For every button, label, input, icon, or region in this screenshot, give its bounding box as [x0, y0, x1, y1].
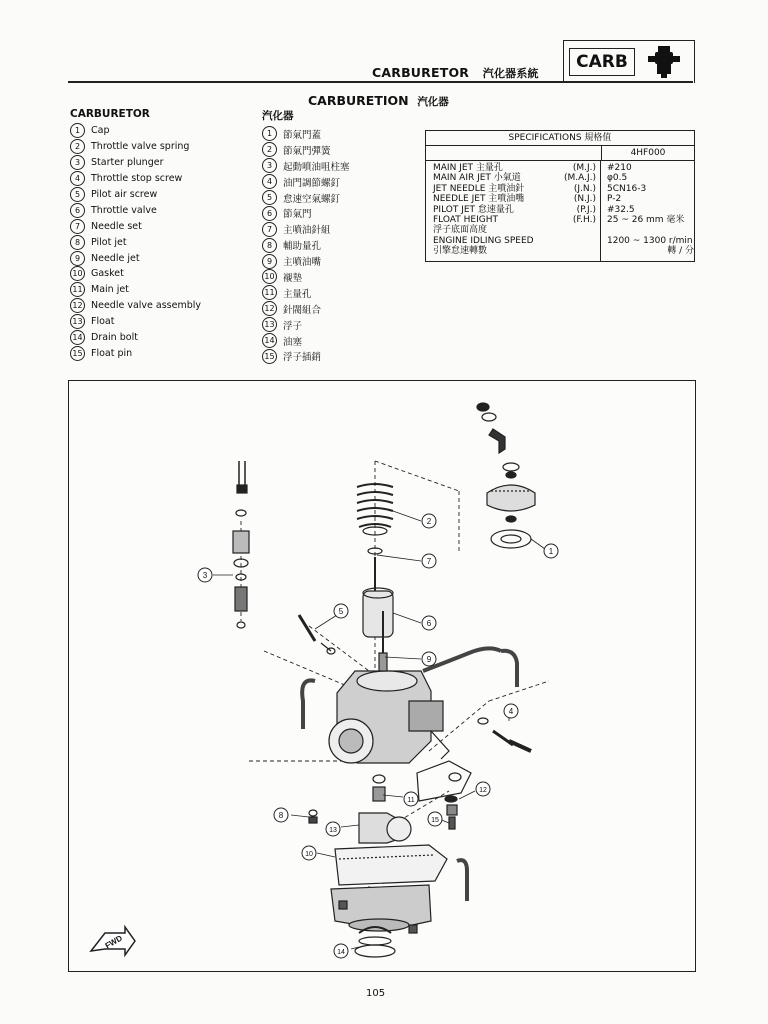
part-en-item-label: Throttle valve — [91, 204, 157, 216]
part-zh-item — [262, 205, 350, 221]
part-zh-item-number: 4 — [262, 174, 277, 189]
part-zh-item — [262, 301, 350, 317]
specifications-table — [425, 130, 695, 262]
parts-list-en-items — [70, 123, 201, 361]
parts-list-zh-items — [262, 126, 350, 364]
page-number: 105 — [366, 988, 386, 999]
specifications-model: 4HF000 — [630, 148, 666, 158]
part-en-item-label: Cap — [91, 125, 110, 137]
spec-value: φ0.5 — [607, 173, 628, 184]
part-zh-item — [262, 333, 350, 349]
part-zh-item-label: 節氣門 — [283, 209, 312, 221]
parts-list-zh — [262, 108, 350, 364]
exploded-diagram-drawing — [69, 381, 695, 971]
callout-number: 3 — [202, 571, 208, 580]
spec-value: #32.5 — [607, 204, 635, 215]
part-en-item-label: Starter plunger — [91, 157, 164, 169]
part-zh-item-label: 襯墊 — [283, 272, 303, 284]
spec-value: 轉 / 分 — [667, 246, 694, 257]
part-zh-item — [262, 126, 350, 142]
spec-abbr: (M.J.) — [572, 163, 596, 173]
part-en-item — [70, 139, 201, 155]
part-en-item-number: 15 — [70, 346, 85, 361]
part-zh-item-number: 5 — [262, 190, 277, 205]
part-en-item-label: Drain bolt — [91, 332, 138, 344]
section-subtitle — [308, 93, 449, 109]
part-zh-item — [262, 269, 350, 285]
spec-abbr: (N.J.) — [573, 194, 596, 205]
part-zh-item-label: 主量孔 — [283, 288, 312, 300]
header-title — [372, 65, 539, 81]
part-en-item-label: Throttle stop screw — [91, 173, 183, 185]
header-title-en: CARBURETOR — [372, 65, 470, 80]
spec-row — [433, 246, 600, 256]
specifications-model-row — [426, 146, 694, 161]
spec-name: ENGINE IDLING SPEED — [433, 235, 534, 246]
part-zh-item-label: 主噴油針組 — [283, 225, 331, 237]
part-zh-item-label: 主噴油嘴 — [283, 257, 322, 269]
spec-name: NEEDLE JET 主噴油嘴 — [433, 194, 525, 205]
part-en-item-number: 10 — [70, 266, 85, 281]
part-zh-item-number: 3 — [262, 158, 277, 173]
spec-abbr: (J.N.) — [573, 183, 596, 194]
exploded-diagram — [68, 380, 696, 972]
part-en-item-number: 12 — [70, 298, 85, 313]
part-zh-item — [262, 158, 350, 174]
callout-number: 15 — [431, 817, 439, 824]
callout-number: 1 — [548, 547, 554, 556]
spec-name: 引擎怠速轉數 — [433, 246, 488, 257]
part-zh-item-label: 起動噴油咀柱塞 — [283, 161, 350, 173]
spec-row — [433, 225, 600, 235]
part-zh-item-label: 節氣門蓋 — [283, 129, 322, 141]
callout-number: 13 — [329, 827, 337, 834]
callout-number: 6 — [426, 619, 432, 628]
spec-value: 25 ~ 26 mm 毫米 — [607, 214, 685, 225]
part-en-item-number: 13 — [70, 314, 85, 329]
part-zh-item — [262, 285, 350, 301]
part-zh-item-label: 浮子插銷 — [283, 352, 322, 364]
part-en-item-label: Pilot air screw — [91, 189, 158, 200]
part-en-item — [70, 123, 201, 139]
part-en-item — [70, 250, 201, 266]
part-zh-item-label: 油門調節螺釘 — [283, 177, 341, 189]
carburetor-icon — [644, 44, 684, 80]
part-zh-item-label: 浮子 — [283, 320, 303, 332]
callout-number: 8 — [278, 811, 284, 820]
part-en-item-label: Float pin — [91, 347, 133, 359]
part-en-item-label: Needle jet — [91, 252, 140, 264]
spec-row — [433, 215, 600, 225]
spec-abbr — [558, 236, 600, 246]
part-en-item-number: 2 — [70, 139, 85, 154]
part-en-item-number: 3 — [70, 155, 85, 170]
spec-abbr — [558, 246, 600, 256]
part-zh-item-label: 怠速空氣螺釘 — [283, 193, 341, 205]
spec-name: FLOAT HEIGHT — [433, 214, 498, 225]
part-en-item-label: Gasket — [91, 268, 124, 280]
part-zh-item-label: 輔助量孔 — [283, 241, 322, 253]
spec-row — [433, 184, 600, 194]
part-en-item — [70, 218, 201, 234]
spec-abbr: (P.J.) — [576, 204, 596, 215]
fwd-label: FWD — [103, 933, 124, 951]
part-zh-item-number: 7 — [262, 222, 277, 237]
part-zh-item-number: 10 — [262, 269, 277, 284]
part-en-item-number: 8 — [70, 235, 85, 250]
part-en-item-label: Throttle valve spring — [91, 141, 190, 153]
part-en-item-number: 14 — [70, 330, 85, 345]
part-zh-item-number: 8 — [262, 238, 277, 253]
part-en-item — [70, 330, 201, 346]
part-zh-item — [262, 221, 350, 237]
part-zh-item — [262, 253, 350, 269]
part-en-item — [70, 171, 201, 187]
part-zh-item-number: 1 — [262, 126, 277, 141]
spec-value: 1200 ~ 1300 r/min — [607, 235, 693, 246]
part-zh-item — [262, 348, 350, 364]
section-label: CARB — [569, 48, 635, 76]
part-zh-item-number: 11 — [262, 285, 277, 300]
part-zh-item-label: 節氣門彈簧 — [283, 145, 331, 157]
spec-name: JET NEEDLE 主噴油針 — [433, 183, 525, 194]
part-zh-item — [262, 190, 350, 206]
spec-value — [607, 225, 694, 235]
callout-number: 10 — [305, 851, 313, 858]
spec-row — [433, 236, 600, 246]
parts-list-zh-heading: 汽化器 — [262, 110, 294, 122]
specifications-values — [601, 161, 694, 261]
callout-number: 5 — [338, 607, 344, 616]
part-zh-item — [262, 174, 350, 190]
part-zh-item-number: 2 — [262, 142, 277, 157]
part-zh-item — [262, 142, 350, 158]
part-en-item — [70, 202, 201, 218]
part-zh-item-number: 9 — [262, 254, 277, 269]
part-en-item-number: 5 — [70, 187, 85, 202]
part-en-item-label: Needle valve assembly — [91, 300, 202, 312]
callout-number: 12 — [479, 787, 487, 794]
part-en-item-number: 11 — [70, 282, 85, 297]
specifications-heading: SPECIFICATIONS 規格值 — [426, 131, 694, 146]
part-en-item-label: Main jet — [91, 284, 129, 296]
header-title-zh: 汽化器系統 — [482, 67, 539, 80]
header-rule — [68, 81, 693, 83]
spec-abbr: (F.H.) — [572, 214, 596, 225]
part-en-item — [70, 266, 201, 282]
spec-abbr — [558, 225, 600, 235]
spec-row — [433, 163, 600, 173]
callout-number: 9 — [426, 655, 432, 664]
parts-list-en — [70, 108, 201, 361]
part-en-item-label: Float — [91, 316, 115, 328]
part-zh-item-label: 油塞 — [283, 336, 303, 348]
part-en-item — [70, 345, 201, 361]
part-en-item-label: Pilot jet — [91, 236, 127, 248]
parts-list-en-heading: CARBURETOR — [70, 108, 150, 120]
part-zh-item-number: 14 — [262, 333, 277, 348]
part-en-item-number: 1 — [70, 123, 85, 138]
specifications-names — [426, 161, 601, 261]
part-en-item — [70, 187, 201, 203]
callout-number: 2 — [426, 517, 432, 526]
part-en-item-number: 4 — [70, 171, 85, 186]
spec-name: MAIN JET 主量孔 — [433, 163, 503, 173]
spec-row — [433, 205, 600, 215]
spec-value: 5CN16-3 — [607, 183, 647, 194]
callout-number: 11 — [407, 797, 415, 804]
part-zh-item-number: 15 — [262, 349, 277, 364]
part-en-item — [70, 234, 201, 250]
spec-name: MAIN AIR JET 小氣道 — [433, 173, 521, 184]
part-en-item-label: Needle set — [91, 220, 142, 232]
spec-abbr: (M.A.J.) — [563, 173, 596, 184]
part-zh-item-number: 13 — [262, 317, 277, 332]
spec-name: 浮子底面高度 — [433, 225, 488, 236]
part-zh-item-label: 針閥組合 — [283, 304, 322, 316]
callout-number: 14 — [337, 949, 345, 956]
subtitle-zh: 汽化器 — [417, 96, 449, 108]
subtitle-en: CARBURETION — [308, 93, 409, 108]
spec-row — [433, 194, 600, 204]
spec-row — [433, 173, 600, 183]
part-en-item-number: 6 — [70, 203, 85, 218]
spec-value: #210 — [607, 163, 632, 173]
part-en-item — [70, 282, 201, 298]
part-zh-item-number: 6 — [262, 206, 277, 221]
part-en-item — [70, 155, 201, 171]
part-en-item — [70, 314, 201, 330]
spec-name: PILOT JET 怠速量孔 — [433, 204, 514, 215]
part-zh-item-number: 12 — [262, 301, 277, 316]
part-zh-item — [262, 237, 350, 253]
callout-number: 7 — [426, 557, 432, 566]
part-zh-item — [262, 317, 350, 333]
part-en-item-number: 9 — [70, 251, 85, 266]
part-en-item-number: 7 — [70, 219, 85, 234]
callout-number: 4 — [508, 707, 514, 716]
spec-value: P-2 — [607, 194, 622, 205]
part-en-item — [70, 298, 201, 314]
